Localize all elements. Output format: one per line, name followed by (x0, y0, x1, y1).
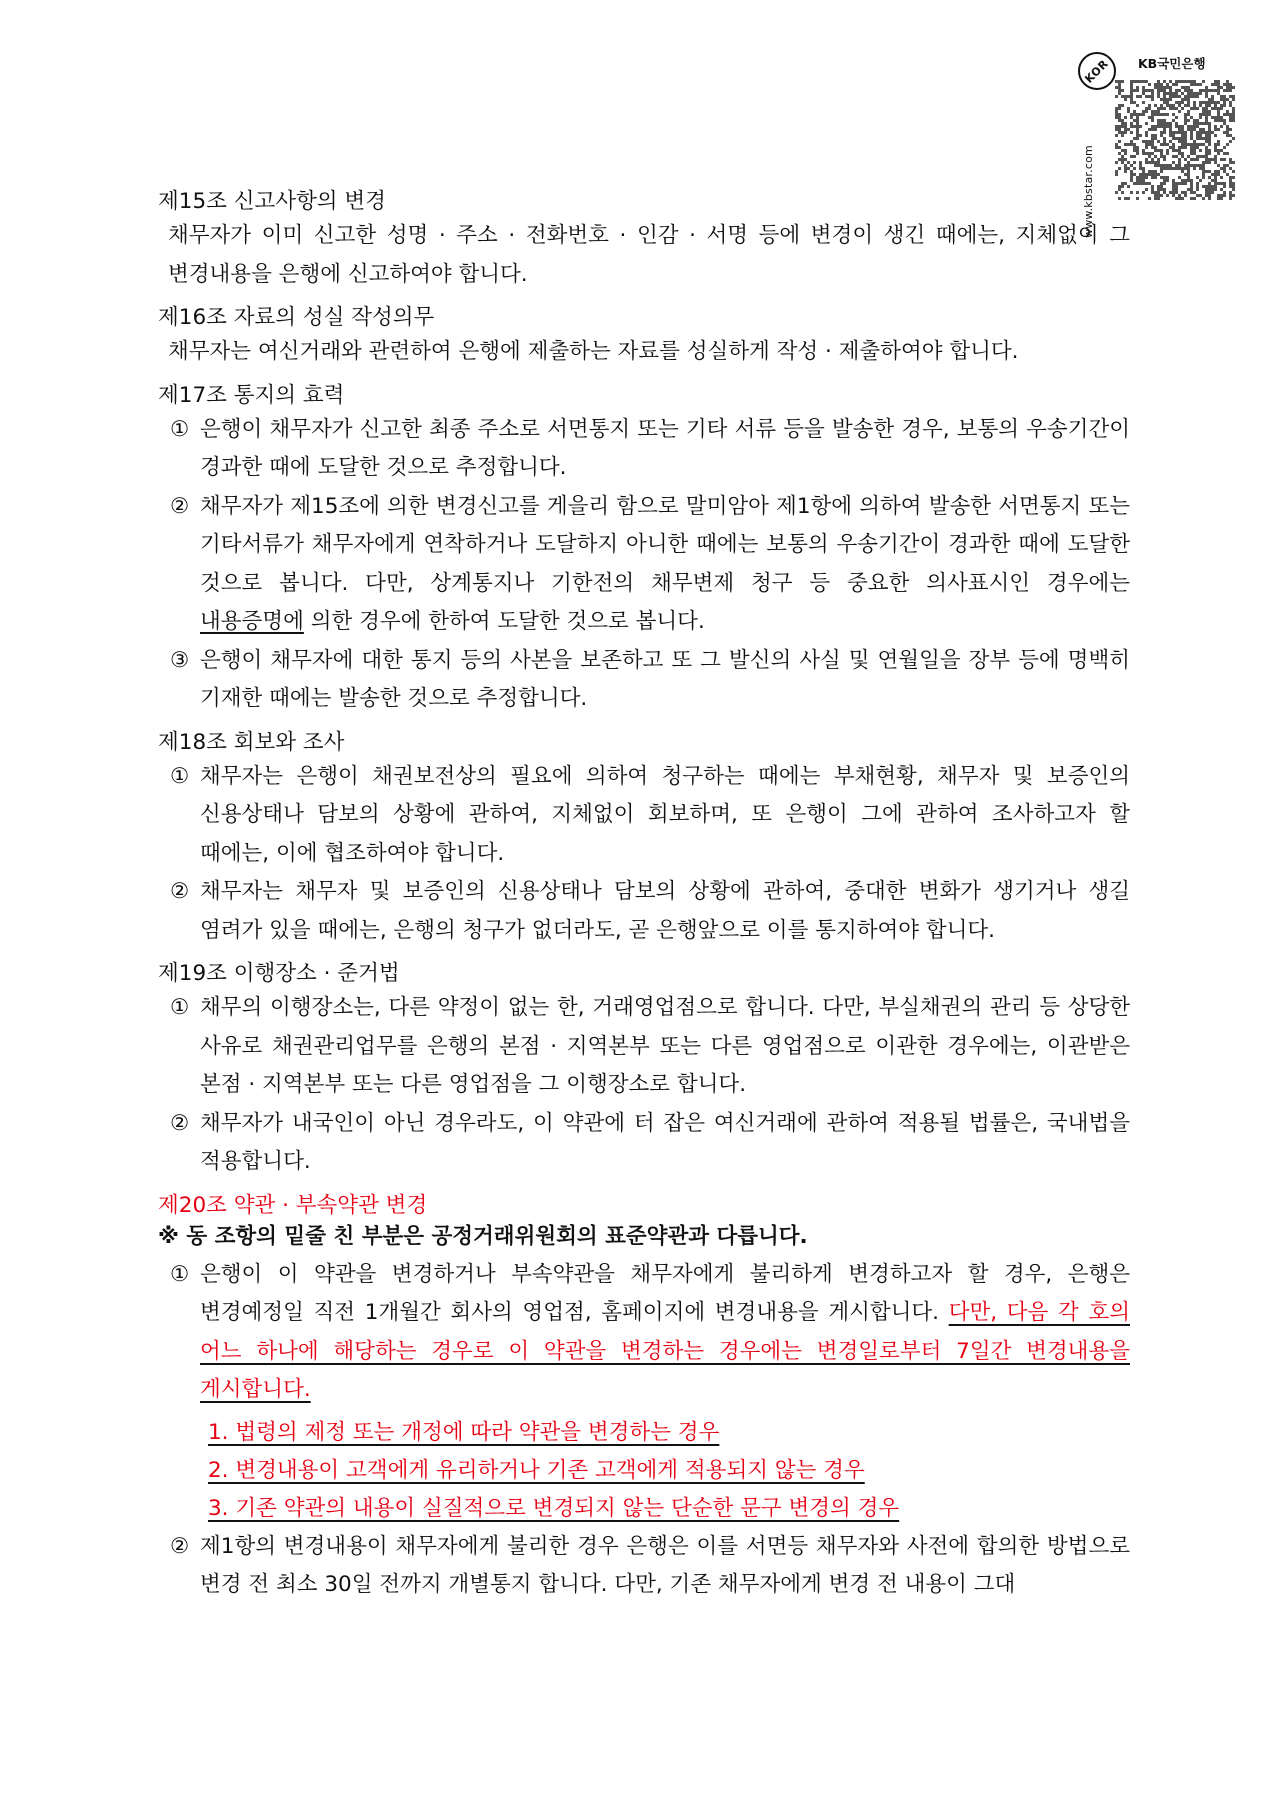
bank-url: www.kbstar.com (1082, 145, 1095, 238)
item-text (200, 488, 1130, 642)
item-text: 은행이 채무자가 신고한 최종 주소로 서면통지 또는 기타 서류 등을 발송한 경우, 보통의 우송기간이 경과한 때에 도달한 것으로 추정합니다. (200, 416, 1130, 480)
bank-name: KB국민은행 (1138, 56, 1206, 71)
item-text-part: 채무자가 제15조에 의한 변경신고를 게을리 함으로 말미암아 제1항에 의하여 발송한 서면통지 또는 기타서류가 채무자에게 연착하거나 도달하지 아니한 때에는 보통의 우송기간이 경과한 때에 도달한 것으로 봅니다. 다만, 상계통지나 기한전의 채무변제 청구 등 중요한 의사표시인 경우에는 (200, 493, 1130, 596)
item-number: ① (170, 416, 190, 442)
article-16-title: 제16조 자료의 성실 작성의무 (158, 305, 435, 330)
list-item (158, 411, 1130, 488)
list-item (158, 989, 1130, 1105)
terms-content (158, 186, 1130, 1605)
amended-clause: 다만, 다음 각 호의 어느 하나에 해당하는 경우로 이 약관을 변경하는 경우에는 변경일로부터 7일간 변경내용을 게시합니다. (200, 1300, 1130, 1402)
item-text-part: 은행이 이 약관을 변경하거나 부속약관을 채무자에게 불리하게 변경하고자 할 경우, 은행은 변경예정일 직전 1개월간 회사의 영업점, 홈페이지에 변경내용을 게시합니다. (200, 1261, 1130, 1325)
list-item (158, 1528, 1130, 1605)
article-18-title: 제18조 회보와 조사 (158, 729, 345, 755)
item-text: 제1항의 변경내용이 채무자에게 불리한 경우 은행은 이를 서면등 채무자와 사전에 합의한 방법으로 변경 전 최소 30일 전까지 개별통지 합니다. 다만, 기존 채무자에게 변경 전 내용이 그대 (200, 1533, 1130, 1597)
list-item (158, 758, 1130, 874)
item-text: 채무의 이행장소는, 다른 약정이 없는 한, 거래영업점으로 합니다. 다만, 부실채권의 관리 등 상당한 사유로 채권관리업무를 은행의 본점 · 지역본부 또는 다른 영업점으로 이관한 경우에는, 이관받은 본점 · 지역본부 또는 다른 영업점을 그 이행장소로 합니다. (200, 995, 1130, 1097)
kor-seal-icon (1078, 52, 1116, 90)
item-number: ① (170, 763, 190, 789)
item-number: ② (170, 879, 190, 904)
kor-seal-text: KOR (1082, 56, 1112, 86)
item-number: ② (170, 493, 190, 519)
sub-list-item (158, 1490, 1130, 1528)
item-text-part: 의한 경우에 한하여 도달한 것으로 봅니다. (303, 609, 705, 634)
sub-item-text: 2. 변경내용이 고객에게 유리하거나 기존 고객에게 적용되지 않는 경우 (208, 1457, 865, 1483)
list-item (158, 1256, 1130, 1410)
item-number: ② (170, 1533, 190, 1559)
article-15-body: 채무자가 이미 신고한 성명 · 주소 · 전화번호 · 인감 · 서명 등에 변경이 생긴 때에는, 지체없이 그 변경내용을 은행에 신고하여야 합니다. (168, 223, 1130, 287)
item-number: ③ (170, 647, 190, 673)
list-item (158, 1105, 1130, 1182)
underlined-term: 내용증명에 (200, 609, 304, 634)
item-text: 채무자가 내국인이 아닌 경우라도, 이 약관에 터 잡은 여신거래에 관하여 적용될 법률은, 국내법을 적용합니다. (200, 1110, 1130, 1174)
item-text: 채무자는 채무자 및 보증인의 신용상태나 담보의 상황에 관하여, 중대한 변화가 생기거나 생길 염려가 있을 때에는, 은행의 청구가 없더라도, 곧 은행앞으로 이를 통지하여야 합니다. (200, 879, 1130, 943)
item-text: 채무자는 은행이 채권보전상의 필요에 의하여 청구하는 때에는 부채현황, 채무자 및 보증인의 신용상태나 담보의 상황에 관하여, 지체없이 회보하며, 또 은행이 그에 관하여 조사하고자 할 때에는, 이에 협조하여야 합니다. (200, 763, 1130, 866)
sub-item-text: 1. 법령의 제정 또는 개정에 따라 약관을 변경하는 경우 (208, 1419, 720, 1445)
item-number: ② (170, 1110, 190, 1136)
notice-text: ※ 동 조항의 밑줄 친 부분은 공정거래위원회의 표준약관과 다릅니다. (158, 1223, 808, 1249)
list-item (158, 873, 1130, 950)
item-number: ① (170, 1261, 190, 1287)
item-text: 은행이 채무자에 대한 통지 등의 사본을 보존하고 또 그 발신의 사실 및 연월일을 장부 등에 명백히 기재한 때에는 발송한 것으로 추정합니다. (200, 647, 1130, 711)
list-item (158, 488, 1130, 642)
article-16-body: 채무자는 여신거래와 관련하여 은행에 제출하는 자료를 성실하게 작성 · 제출하여야 합니다. (168, 339, 1019, 364)
item-text (200, 1256, 1130, 1410)
article-19-title: 제19조 이행장소 · 준거법 (158, 961, 400, 986)
article-20-title: 제20조 약관 · 부속약관 변경 (158, 1192, 428, 1218)
article-15-title: 제15조 신고사항의 변경 (158, 189, 386, 214)
sub-list-item (158, 1414, 1130, 1452)
list-item (158, 642, 1130, 719)
qr-code-icon (1114, 78, 1236, 202)
sub-item-text: 3. 기존 약관의 내용이 실질적으로 변경되지 않는 단순한 문구 변경의 경우 (208, 1495, 900, 1521)
sub-list-item (158, 1452, 1130, 1490)
kb-header-logo (1078, 48, 1238, 238)
article-17-title: 제17조 통지의 효력 (158, 382, 345, 408)
item-number: ① (170, 995, 190, 1020)
